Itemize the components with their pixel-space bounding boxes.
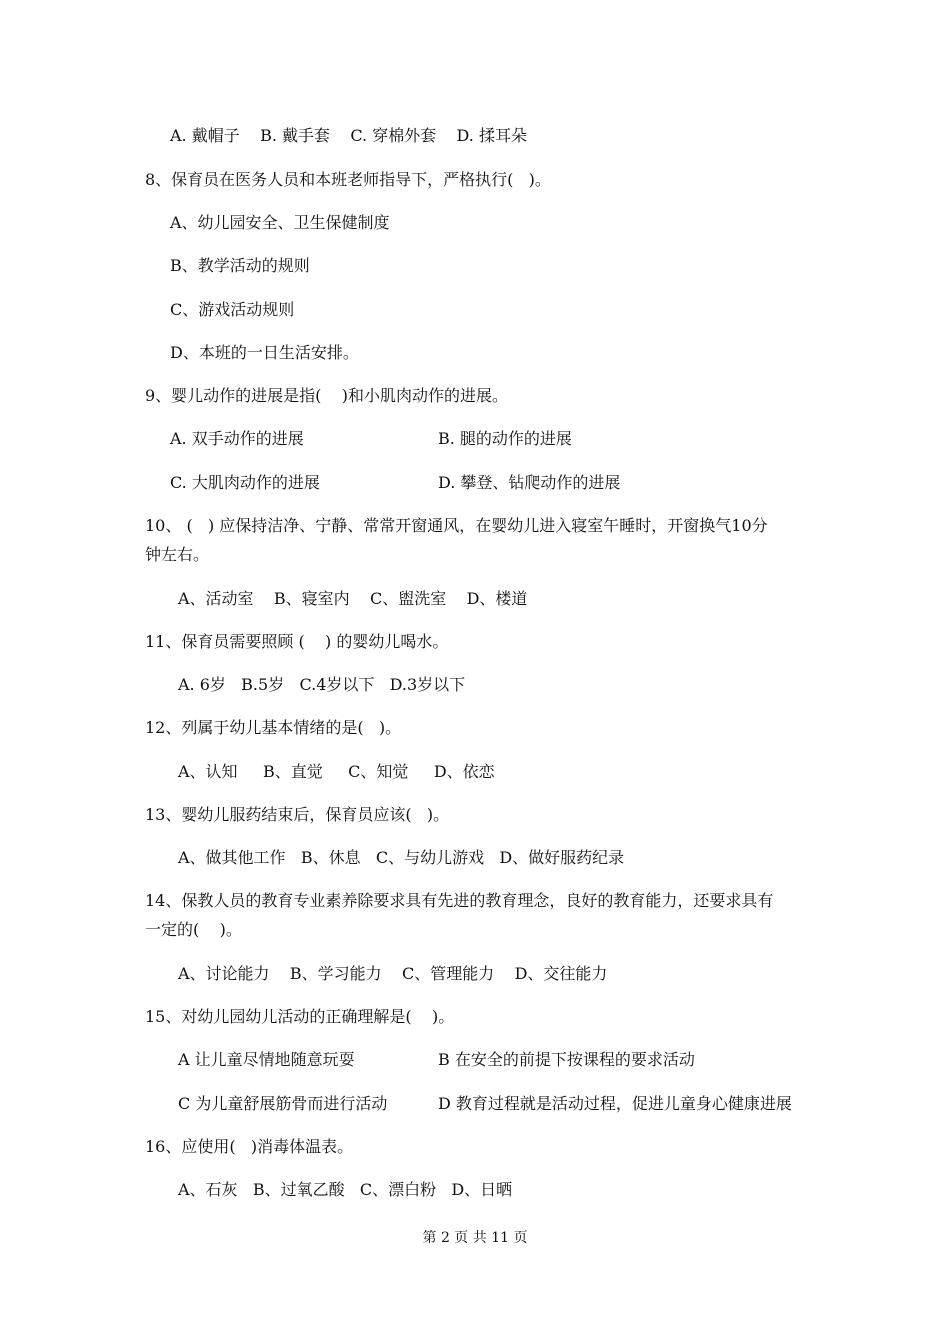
q12-options: A、认知 B、直觉 C、知觉 D、依恋	[178, 762, 495, 781]
q11-stem: 11、保育员需要照顾 ( ) 的婴幼儿喝水。	[145, 632, 449, 651]
q9-option-d: D. 攀登、钻爬动作的进展	[438, 473, 621, 492]
q14-stem-line1: 14、保教人员的教育专业素养除要求具有先进的教育理念，良好的教育能力，还要求具有	[145, 891, 774, 910]
q9-option-b: B. 腿的动作的进展	[438, 429, 572, 448]
q16-stem: 16、应使用( )消毒体温表。	[145, 1137, 354, 1156]
q10-stem-line2: 钟左右。	[145, 545, 210, 564]
q9-option-a: A. 双手动作的进展	[170, 429, 304, 448]
q12-stem: 12、列属于幼儿基本情绪的是( )。	[145, 718, 402, 737]
q10-stem-line1: 10、 ( ) 应保持洁净、宁静、常常开窗通风，在婴幼儿进入寝室午睡时，开窗换气10分	[145, 516, 768, 535]
q8-stem: 8、保育员在医务人员和本班老师指导下，严格执行( )。	[145, 170, 551, 189]
q15-option-b: B 在安全的前提下按课程的要求活动	[438, 1050, 695, 1069]
q14-stem-line2: 一定的( )。	[145, 920, 242, 939]
q16-options: A、石灰 B、过氧乙酸 C、漂白粉 D、日晒	[178, 1180, 513, 1199]
q9-stem: 9、婴儿动作的进展是指( )和小肌肉动作的进展。	[145, 386, 509, 405]
q15-option-d: D 教育过程就是活动过程，促进儿童身心健康进展	[438, 1094, 792, 1113]
q8-option-b: B、教学活动的规则	[170, 256, 310, 275]
page-number: 第 2 页 共 11 页	[422, 1230, 528, 1246]
q8-option-a: A、幼儿园安全、卫生保健制度	[170, 213, 390, 232]
q15-option-c: C 为儿童舒展筋骨而进行活动	[178, 1094, 388, 1113]
q14-options: A、讨论能力 B、学习能力 C、管理能力 D、交往能力	[178, 964, 608, 983]
q15-option-a: A 让儿童尽情地随意玩耍	[178, 1050, 355, 1069]
q15-stem: 15、对幼儿园幼儿活动的正确理解是( )。	[145, 1007, 455, 1026]
q13-options: A、做其他工作 B、休息 C、与幼儿游戏 D、做好服药纪录	[178, 848, 625, 867]
q9-option-c: C. 大肌肉动作的进展	[170, 473, 320, 492]
q8-option-c: C、游戏活动规则	[170, 300, 295, 319]
q11-options: A. 6岁 B.5岁 C.4岁以下 D.3岁以下	[178, 675, 466, 694]
q7-options: A. 戴帽子 B. 戴手套 C. 穿棉外套 D. 揉耳朵	[170, 126, 527, 145]
q13-stem: 13、婴幼儿服药结束后，保育员应该( )。	[145, 805, 450, 824]
q8-option-d: D、本班的一日生活安排。	[170, 343, 359, 362]
q10-options: A、活动室 B、寝室内 C、盥洗室 D、楼道	[178, 589, 528, 608]
